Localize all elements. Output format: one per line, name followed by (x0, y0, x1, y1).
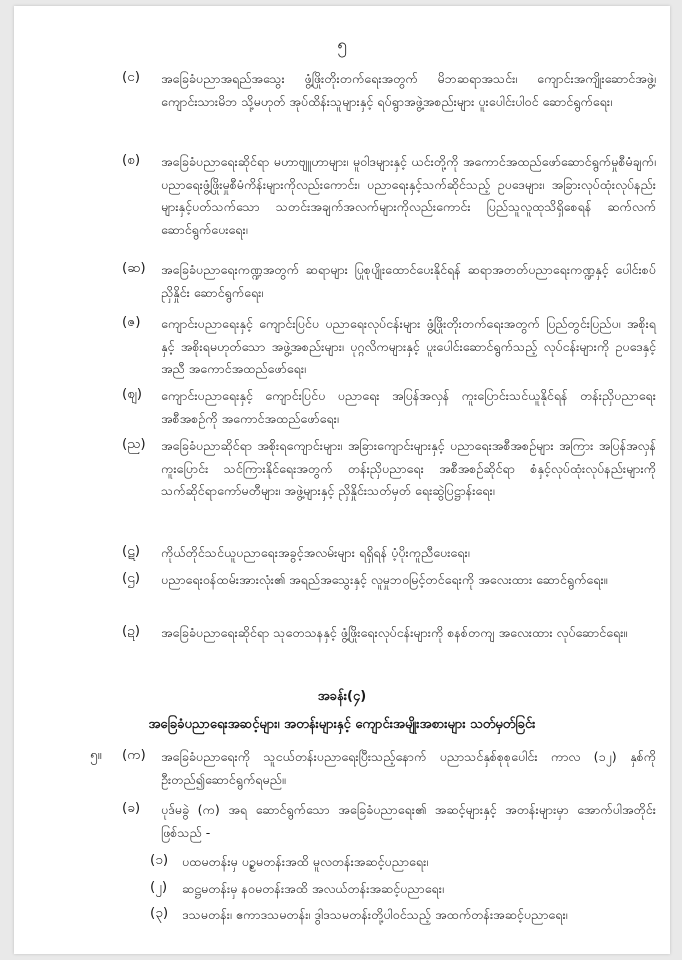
item-text: ကျောင်းပညာရေးနှင့် ကျောင်းပြင်ပ ပညာရေး အပြန်အလှန် ကူးပြောင်းသင်ယူနိုင်ရန် တန်းညှိပညာရေး အစီအစဉ်ကို အကောင်အထည်ဖော်ရေး၊ (161, 388, 656, 426)
item-text: အခြေခံပညာရေးဆိုင်ရာ သုတေသနနှင့် ဖွံ့ဖြိုးရေးလုပ်ငန်းများကို စနစ်တကျ အလေးထား လုပ်ဆောင်ရေး။ (161, 625, 628, 640)
clause-text: အခြေခံပညာရေးကို သူငယ်တန်းပညာရေးပြီးသည့်နောက် ပညာသင်နှစ်စုစုပေါင်း ကာလ (၁၂) နှစ်ကို ဦးတည်၍ဆောင်ရွက်ရမည်။ (161, 749, 656, 787)
subclause-text: ဒသမတန်း၊ ဧကာဒသမတန်း၊ ဒွါဒသမတန်းတို့ပါဝင်သည့် အထက်တန်းအဆင့်ပညာရေး၊ (182, 907, 568, 922)
item-label: (ဈ) (122, 386, 143, 402)
chapter-number: အခန်း(၄) (317, 689, 367, 704)
item-text: ကိုယ်တိုင်သင်ယူပညာရေးအခွင့်အလမ်းများ ရရှိရန် ပံ့ပိုးကူညီပေးရေး၊ (161, 545, 470, 560)
item-text: ပညာရေးဝန်ထမ်းအားလုံး၏ အရည်အသွေးနှင့် လူမှုဘဝမြင့်တင်ရေးကို အလေးထား ဆောင်ရွက်ရေး။ (161, 572, 608, 587)
item-text: ကျောင်းပညာရေးနှင့် ကျောင်းပြင်ပ ပညာရေးလုပ်ငန်းများ ဖွံ့ဖြိုးတိုးတက်ရေးအတွက် ပြည်တွင်းပြည်ပ၊ အစိုးရနှင့် အစိုးရမဟုတ်သော အဖွဲ့အစည်းများ၊ ပုဂ္ဂလိကများနှင့် ပူးပေါင်းဆောင်ရွက်သည့် လုပ်ငန်းများကို ဥပဒေနှင့်အညီ အကောင်အထည်ဖော်ရေး၊ (161, 316, 656, 376)
item-text: အခြေခံပညာအရည်အသွေး ဖွံ့ဖြိုးတိုးတက်ရေးအတွက် မိဘဆရာအသင်း၊ ကျောင်းအကျိုးဆောင်အဖွဲ့၊ ကျောင်းသားမိဘ သို့မဟုတ် အုပ်ထိန်းသူများနှင့် ရပ်ရွာအဖွဲ့အစည်းများ ပူးပေါင်းပါဝင် ဆောင်ရွက်ရေး၊ (161, 71, 656, 109)
item-label: (ဇ) (122, 314, 141, 330)
item-text: အခြေခံပညာဆိုင်ရာ အစိုးရကျောင်းများ၊ အခြားကျောင်းများနှင့် ပညာရေးအစီအစဉ်များ အကြား အပြန်အလှန်ကူးပြောင်း သင်ကြားနိုင်ရေးအတွက် တန်းညှိပညာရေး အစီအစဉ်ဆိုင်ရာ စံနှင့်လုပ်ထုံးလုပ်နည်းများကို သက်ဆိုင်ရာကော်မတီများ၊ အဖွဲ့များနှင့် ညှိနှိုင်းသတ်မှတ် ရေးဆွဲပြဋ္ဌာန်းရေး၊ (161, 438, 656, 498)
item-label: (င) (122, 69, 141, 85)
item-label: (ဍ) (122, 623, 141, 639)
subclause-label: (၂) (150, 879, 168, 895)
clause-text: ပုဒ်မခွဲ (က) အရ ဆောင်ရွက်သော အခြေခံပညာရေး၏ အဆင့်များနှင့် အတန်းများမှာ အောက်ပါအတိုင်းဖြစ်သည် - (161, 802, 656, 840)
chapter-title: အခြေခံပညာရေးအဆင့်များ၊ အတန်းများနှင့် ကျောင်းအမျိုးအစားများ သတ်မှတ်ခြင်း (148, 717, 536, 732)
clause-label: (က) (122, 747, 146, 763)
subclause-text: ဆဋ္ဌမတန်းမှ နဝမတန်းအထိ အလယ်တန်းအဆင့်ပညာရေး၊ (182, 881, 444, 896)
subclause-label: (၃) (150, 905, 169, 921)
item-label: (ည) (122, 436, 146, 452)
item-label: (စ) (122, 152, 141, 168)
section-number: ၅။ (90, 747, 102, 763)
item-text: အခြေခံပညာရေးဆိုင်ရာ မဟာဗျူဟာများ၊ မူဝါဒများနှင့် ယင်းတို့ကို အကောင်အထည်ဖော်ဆောင်ရွက်မှုစီမံချက်၊ ပညာရေးဖွံ့ဖြိုးမှုစီမံကိန်းများကိုလည်းကောင်း၊ ပညာရေးနှင့်သက်ဆိုင်သည့် ဥပဒေများ၊ အခြားလုပ်ထုံးလုပ်နည်းများနှင့်ပတ်သက်သော သတင်းအချက်အလက်များကိုလည်းကောင်း ပြည်သူလူထုသိရှိစေရန် ဆက်လက်ဆောင်ရွက်ပေးရေး၊ (161, 154, 656, 237)
subclause-text: ပထမတန်းမှ ပဉ္စမတန်းအထိ မူလတန်းအဆင့်ပညာရေး၊ (182, 854, 429, 869)
document-page (14, 6, 670, 954)
item-label: (ဌ) (122, 570, 141, 586)
subclause-label: (၁) (150, 852, 169, 868)
page-number: ၅ (337, 35, 347, 55)
clause-label: (ခ) (122, 800, 141, 816)
item-label: (ဆ) (122, 260, 146, 276)
item-text: အခြေခံပညာရေးကဏ္ဍအတွက် ဆရာများ ပြုစုပျိုးထောင်ပေးနိုင်ရန် ဆရာအတတ်ပညာရေးကဏ္ဍနှင့် ပေါင်းစပ်ညှိနှိုင်း ဆောင်ရွက်ရေး၊ (161, 262, 656, 300)
item-label: (ဋ) (122, 543, 141, 559)
